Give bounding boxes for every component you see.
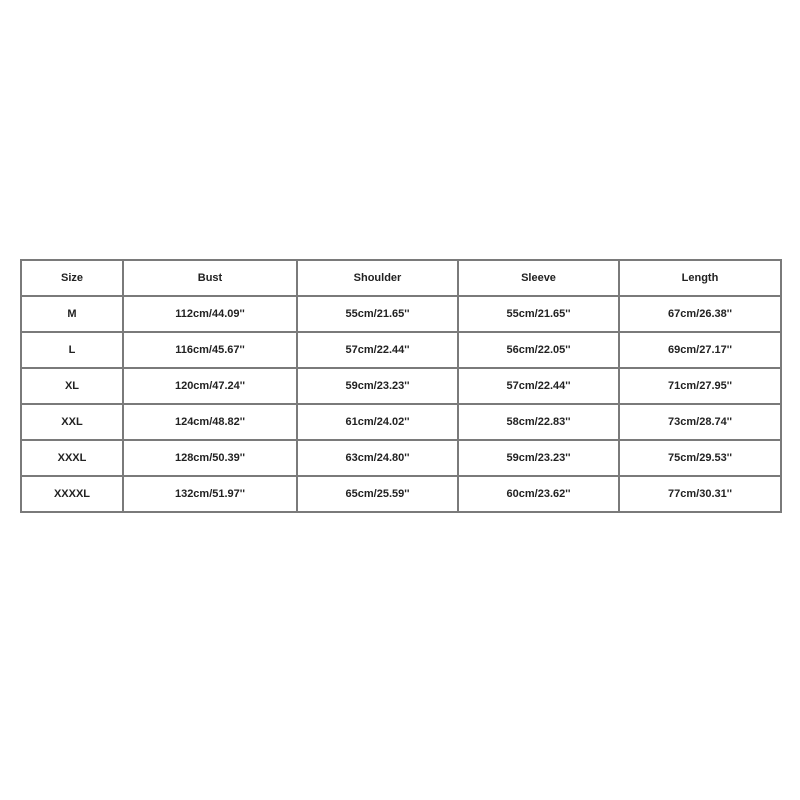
cell-length: 71cm/27.95'' xyxy=(619,368,781,404)
cell-length: 73cm/28.74'' xyxy=(619,404,781,440)
header-size: Size xyxy=(21,260,123,296)
cell-sleeve: 57cm/22.44'' xyxy=(458,368,619,404)
cell-length: 69cm/27.17'' xyxy=(619,332,781,368)
table-row xyxy=(21,368,781,404)
cell-length: 67cm/26.38'' xyxy=(619,296,781,332)
table-header-row xyxy=(21,260,781,296)
table-row xyxy=(21,332,781,368)
cell-shoulder: 63cm/24.80'' xyxy=(297,440,458,476)
cell-shoulder: 55cm/21.65'' xyxy=(297,296,458,332)
cell-sleeve: 60cm/23.62'' xyxy=(458,476,619,512)
table-row xyxy=(21,440,781,476)
cell-bust: 116cm/45.67'' xyxy=(123,332,297,368)
cell-bust: 124cm/48.82'' xyxy=(123,404,297,440)
cell-bust: 128cm/50.39'' xyxy=(123,440,297,476)
cell-bust: 132cm/51.97'' xyxy=(123,476,297,512)
cell-size: M xyxy=(21,296,123,332)
cell-length: 75cm/29.53'' xyxy=(619,440,781,476)
size-chart-table xyxy=(20,259,782,513)
table-row xyxy=(21,476,781,512)
cell-length: 77cm/30.31'' xyxy=(619,476,781,512)
cell-shoulder: 59cm/23.23'' xyxy=(297,368,458,404)
cell-size: XXXL xyxy=(21,440,123,476)
header-length: Length xyxy=(619,260,781,296)
cell-shoulder: 57cm/22.44'' xyxy=(297,332,458,368)
cell-shoulder: 65cm/25.59'' xyxy=(297,476,458,512)
header-sleeve: Sleeve xyxy=(458,260,619,296)
cell-size: XXL xyxy=(21,404,123,440)
cell-size: XL xyxy=(21,368,123,404)
header-shoulder: Shoulder xyxy=(297,260,458,296)
cell-sleeve: 59cm/23.23'' xyxy=(458,440,619,476)
cell-shoulder: 61cm/24.02'' xyxy=(297,404,458,440)
cell-bust: 120cm/47.24'' xyxy=(123,368,297,404)
table-row xyxy=(21,404,781,440)
header-bust: Bust xyxy=(123,260,297,296)
cell-sleeve: 56cm/22.05'' xyxy=(458,332,619,368)
cell-bust: 112cm/44.09'' xyxy=(123,296,297,332)
cell-size: L xyxy=(21,332,123,368)
cell-size: XXXXL xyxy=(21,476,123,512)
cell-sleeve: 55cm/21.65'' xyxy=(458,296,619,332)
table-row xyxy=(21,296,781,332)
cell-sleeve: 58cm/22.83'' xyxy=(458,404,619,440)
